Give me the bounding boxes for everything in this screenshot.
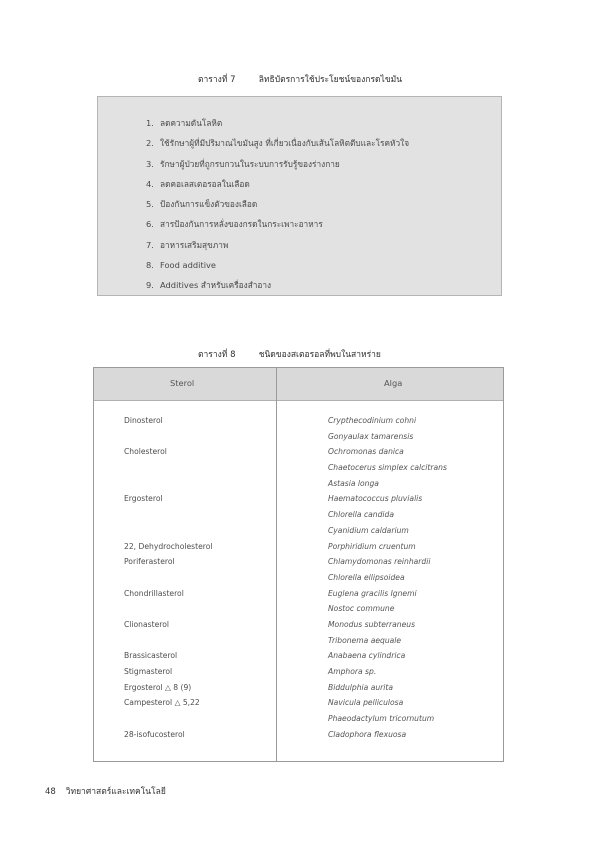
page-number: 48 — [45, 787, 56, 797]
table-row — [94, 432, 503, 448]
alga-cell: Ochromonas danica — [328, 447, 404, 457]
table-row — [94, 416, 503, 432]
list-item: 3. รักษาผู้ป่วยที่ถูกรบกวนในระบบการรับรู้ของร่างกาย — [146, 158, 340, 169]
list-item: 2. ใช้รักษาผู้ที่มีปริมาณไขมันสูง ที่เกี่ยวเนื่องกับเส้นโลหิตตีบและโรคหัวใจ — [146, 138, 410, 149]
table-row — [94, 698, 503, 714]
sterol-cell: 28-isofucosterol — [124, 729, 185, 739]
alga-cell: Chlorella ellipsoidea — [328, 572, 405, 582]
alga-cell: Monodus subterraneus — [328, 619, 416, 629]
table-row — [94, 510, 503, 526]
sterol-cell: Stigmasterol — [124, 667, 173, 676]
alga-cell: Chlorella candida — [328, 510, 394, 520]
sterol-cell: Dinosterol — [124, 416, 163, 425]
list-item: 1. ลดความดันโลหิต — [146, 118, 223, 128]
table7-box — [97, 96, 502, 296]
table-header — [94, 368, 503, 401]
list-item: 4. ลดคอเลสเตอรอลในเลือด — [146, 178, 250, 189]
alga-cell: Chlamydomonas reinhardii — [328, 557, 431, 567]
list-item: 8. Food additive — [146, 260, 217, 271]
table-row — [94, 620, 503, 636]
table-row — [94, 714, 503, 730]
alga-cell: Phaeodactylum tricornutum — [328, 714, 435, 724]
table-row — [94, 667, 503, 683]
sterol-cell: Campesterol △ 5,22 — [124, 698, 200, 708]
table-row — [94, 526, 503, 542]
sterol-cell: Clionasterol — [124, 619, 169, 629]
alga-cell: Porphiridium cruentum — [328, 541, 416, 551]
list-item: 7. อาหารเสริมสุขภาพ — [146, 239, 229, 250]
table-row — [94, 479, 503, 495]
alga-cell: Gonyaulax tamarensis — [328, 431, 414, 441]
table8-caption — [198, 347, 381, 361]
alga-cell: Cyanidium caldarium — [328, 525, 409, 535]
table7-label: ตารางที่ 7 — [198, 75, 236, 85]
table-row — [94, 604, 503, 620]
table-row — [94, 573, 503, 589]
table-row — [94, 683, 503, 699]
alga-cell: Astasia longa — [328, 478, 379, 488]
alga-cell: Nostoc commune — [328, 604, 395, 614]
sterol-cell: 22, Dehydrocholesterol — [124, 541, 213, 551]
column-header-sterol: Sterol — [170, 378, 195, 388]
page-footer — [45, 784, 166, 798]
table-row — [94, 542, 503, 558]
table7-title: ลิทธิบัตรการใช้ประโยชน์ของกรดไขมัน — [258, 75, 403, 85]
table8-title: ชนิดของสเตอรอลที่พบในสาหร่าย — [258, 350, 381, 360]
sterol-cell: Poriferasterol — [124, 557, 175, 567]
alga-cell: Anabaena cylindrica — [328, 651, 406, 661]
sterol-cell: Cholesterol — [124, 447, 167, 457]
table7-caption — [198, 72, 402, 86]
sterol-cell: Brassicasterol — [124, 651, 178, 661]
list-item: 9. Additives สำหรับเครื่องสำอาง — [146, 280, 272, 291]
table7-list — [146, 113, 409, 296]
alga-cell: Amphora sp. — [328, 667, 377, 676]
table-row — [94, 557, 503, 573]
table-row — [94, 651, 503, 667]
alga-cell: Euglena gracilis Ignemi — [328, 588, 417, 598]
alga-cell: Cladophora flexuosa — [328, 729, 407, 739]
alga-cell: Chaetocerus simplex calcitrans — [328, 463, 447, 473]
sterol-cell: Ergosterol △ 8 (9) — [124, 682, 192, 692]
sterol-cell: Chondrillasterol — [124, 588, 184, 598]
alga-cell: Crypthecodinium cohni — [328, 416, 417, 425]
publication-title: วิทยาศาสตร์และเทคโนโลยี — [65, 787, 166, 797]
alga-cell: Tribonema aequale — [328, 635, 402, 645]
alga-cell: Biddulphia aurita — [328, 682, 394, 692]
column-header-alga: Alga — [384, 378, 403, 388]
table-row — [94, 636, 503, 652]
table-row — [94, 447, 503, 463]
alga-cell: Haematococcus pluvialis — [328, 494, 423, 504]
table-row — [94, 494, 503, 510]
table8-label: ตารางที่ 8 — [198, 350, 236, 360]
table-row — [94, 589, 503, 605]
table-row — [94, 463, 503, 479]
table-row — [94, 730, 503, 746]
table-body — [94, 416, 503, 745]
list-item: 5. ป้องกันการแข็งตัวของเลือด — [146, 199, 258, 210]
table8 — [93, 367, 504, 762]
sterol-cell: Ergosterol — [124, 494, 163, 504]
list-item: 6. สารป้องกันการหลั่งของกรดในกระเพาะอาหาร — [146, 219, 323, 230]
alga-cell: Navicula pelliculosa — [328, 698, 404, 708]
